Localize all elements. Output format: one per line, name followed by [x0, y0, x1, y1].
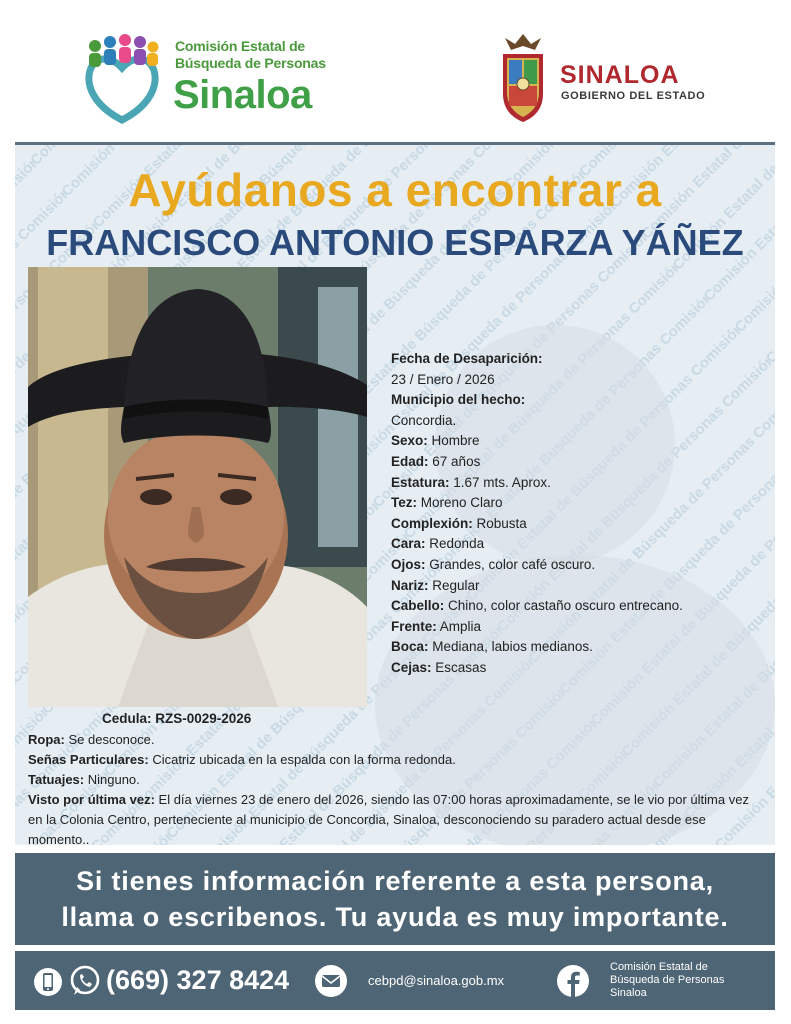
estatura-value: 1.67 mts. Aprox. — [453, 474, 551, 490]
headline: Ayúdanos a encontrar a — [128, 164, 662, 216]
fecha-value: 23 / Enero / 2026 — [391, 371, 495, 387]
footer-org-line3: Sinaloa — [610, 987, 647, 999]
complexion-value: Robusta — [476, 515, 527, 531]
ropa-value: Se desconoce. — [68, 732, 155, 747]
tez-label: Tez: — [391, 495, 417, 511]
mail-icon[interactable] — [314, 964, 348, 998]
fecha-label: Fecha de Desaparición: — [391, 351, 543, 366]
call-to-action-band — [15, 853, 775, 945]
cara-label: Cara: — [391, 536, 426, 552]
visto-value: El día viernes 23 de enero del 2026, siendo las 07:00 horas aproximadamente, se le vio por última vez en la Colonia Centro, perteneciente al municipio de Concordia, Sinaloa, desconociendo su paradero actual desde ese momento.. — [28, 792, 749, 847]
extra-details — [28, 730, 763, 850]
footer-org-line1: Comisión Estatal de — [610, 961, 708, 973]
person-name: FRANCISCO ANTONIO ESPARZA YÁÑEZ — [46, 222, 744, 263]
missing-person-poster — [15, 14, 775, 1010]
senas-label: Señas Particulares: — [28, 752, 149, 767]
call-to-action-text — [15, 863, 775, 935]
estatura-label: Estatura: — [391, 474, 450, 490]
cedula-number: Cedula: RZS-0029-2026 — [102, 711, 252, 726]
nariz-label: Nariz: — [391, 577, 429, 593]
cejas-label: Cejas: — [391, 659, 432, 675]
org-name-line3: Sinaloa — [173, 73, 312, 117]
cejas-value: Escasas — [435, 659, 487, 675]
contact-footer — [15, 951, 775, 1010]
org-name-line1: Comisión Estatal de — [175, 38, 306, 54]
contact-phone[interactable]: (669) 327 8424 — [106, 965, 290, 995]
state-title: SINALOA — [560, 61, 680, 89]
frente-label: Frente: — [391, 618, 437, 634]
edad-label: Edad: — [391, 453, 429, 469]
person-details — [391, 349, 683, 679]
cabello-value: Chino, color castaño oscuro entrecano. — [448, 598, 683, 614]
senas-value: Cicatriz ubicada en la espalda con la forma redonda. — [152, 752, 456, 767]
cabello-label: Cabello: — [391, 598, 445, 614]
ojos-value: Grandes, color café oscuro. — [429, 556, 596, 572]
person-photo — [28, 267, 367, 707]
facebook-icon[interactable] — [556, 964, 590, 998]
municipio-value: Concordia. — [391, 412, 457, 428]
footer-org-name — [610, 961, 724, 1000]
tatuajes-label: Tatuajes: — [28, 772, 85, 787]
frente-value: Amplia — [439, 618, 482, 634]
cara-value: Redonda — [429, 536, 485, 552]
state-subtitle: GOBIERNO DEL ESTADO — [561, 90, 706, 102]
ropa-label: Ropa: — [28, 732, 65, 747]
poster-header — [15, 14, 775, 142]
visto-label: Visto por última vez: — [28, 792, 155, 807]
boca-label: Boca: — [391, 639, 429, 655]
sexo-value: Hombre — [431, 433, 480, 449]
edad-value: 67 años — [432, 453, 481, 469]
boca-value: Mediana, labios medianos. — [432, 639, 593, 655]
phone-icon[interactable] — [33, 967, 63, 997]
tez-value: Moreno Claro — [420, 495, 503, 511]
footer-org-line2: Búsqueda de Personas — [610, 974, 725, 986]
contact-email[interactable]: cebpd@sinaloa.gob.mx — [368, 973, 505, 988]
sinaloa-crest-icon — [495, 32, 551, 124]
complexion-label: Complexión: — [391, 515, 473, 531]
nariz-value: Regular — [432, 577, 480, 593]
cta-line1: Si tienes información referente a esta persona, — [76, 866, 714, 896]
whatsapp-icon[interactable] — [69, 965, 101, 997]
cebp-logo — [81, 34, 163, 126]
sexo-label: Sexo: — [391, 433, 428, 449]
org-name-line2: Búsqueda de Personas — [175, 55, 326, 71]
cta-line2: llama o escribenos. Tu ayuda es muy importante. — [61, 902, 729, 932]
ojos-label: Ojos: — [391, 556, 426, 572]
municipio-label: Municipio del hecho: — [391, 392, 526, 408]
tatuajes-value: Ninguno. — [87, 772, 140, 787]
